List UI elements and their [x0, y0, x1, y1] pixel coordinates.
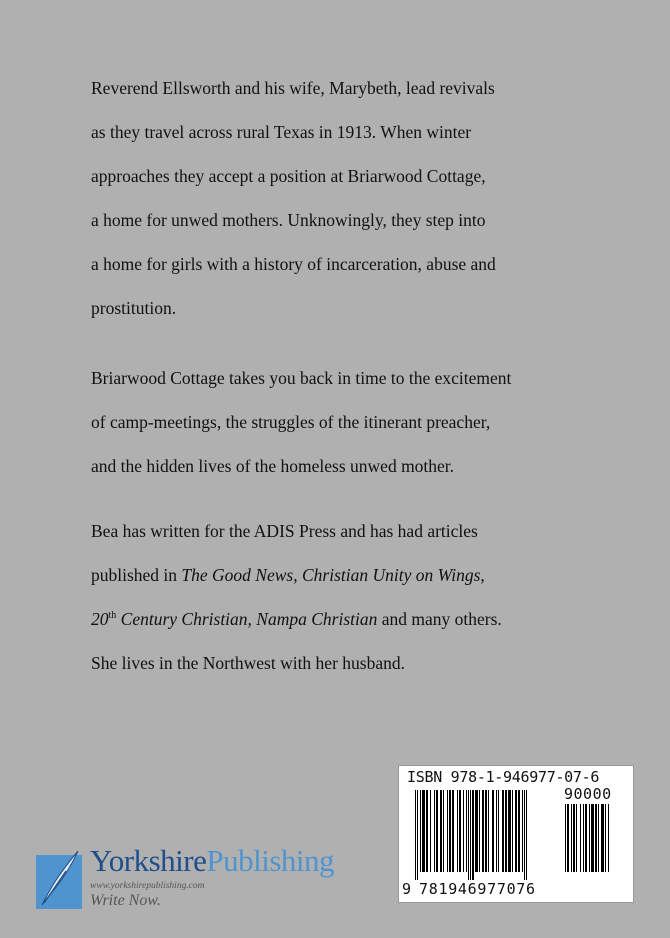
barcode-bar	[496, 790, 497, 872]
addon-barcode-bars	[565, 804, 627, 880]
barcode-bar	[459, 790, 461, 872]
text-line: Bea has written for the ADIS Press and has had articles	[91, 521, 478, 541]
barcode-bar	[585, 804, 587, 872]
barcode-bar	[482, 790, 484, 872]
barcode-bar	[595, 804, 597, 872]
barcode-bar	[573, 804, 575, 872]
text-line: and the hidden lives of the homeless unwed mother.	[91, 456, 455, 476]
barcode-bar	[565, 804, 566, 872]
publisher-name-part2: Publishing	[206, 843, 335, 878]
text-line: Briarwood Cottage takes you back in time to the excitement	[91, 368, 512, 388]
barcode-bar	[498, 790, 499, 872]
barcode-bar	[576, 804, 577, 872]
barcode-bar	[524, 790, 525, 880]
barcode-bar	[434, 790, 435, 872]
barcode-bar	[440, 790, 442, 872]
barcode-bar	[591, 804, 594, 872]
barcode-bar	[526, 790, 527, 880]
ean-barcode-bars	[415, 790, 555, 880]
text-line: of camp-meetings, the struggles of the itinerant preacher,	[91, 412, 491, 432]
barcode-bar	[502, 790, 504, 872]
barcode-bar	[512, 790, 513, 872]
barcode-bar	[608, 804, 609, 872]
text-segment: published in	[91, 565, 182, 585]
text-segment: and many others.	[377, 609, 502, 629]
barcode-bar	[415, 790, 416, 880]
publisher-logo	[36, 843, 396, 913]
text-line: prostitution.	[91, 298, 177, 318]
barcode-bar	[420, 790, 421, 872]
barcode-bar	[426, 790, 428, 872]
publication-titles: The Good News, Christian Unity on Wings,	[181, 565, 485, 585]
barcode-bar	[589, 804, 590, 872]
barcode-bar	[492, 790, 494, 872]
publisher-tagline: Write Now.	[90, 892, 161, 909]
text-line	[91, 597, 651, 641]
barcode-bar	[488, 790, 489, 872]
isbn-label: ISBN 978-1-946977-07-6	[407, 768, 600, 786]
barcode-bar	[485, 790, 487, 872]
barcode-bar	[417, 790, 418, 880]
publisher-name-part1: Yorkshire	[90, 843, 207, 878]
ean-digits: 781946977076	[419, 880, 536, 898]
publisher-url: www.yorkshirepublishing.com	[90, 881, 205, 891]
barcode-bar	[567, 804, 569, 872]
barcode-bar	[479, 790, 480, 872]
barcode-bar	[452, 790, 454, 872]
barcode-bar	[449, 790, 451, 872]
barcode-bar	[598, 804, 599, 872]
barcode-bar	[508, 790, 511, 872]
isbn-barcode	[398, 765, 634, 903]
blurb-paragraph-2	[91, 356, 651, 488]
barcode-bar	[601, 804, 604, 872]
barcode-bar	[505, 790, 507, 872]
barcode-bar	[436, 790, 438, 872]
text-line: a home for girls with a history of incarceration, abuse and	[91, 254, 496, 274]
barcode-bar	[605, 804, 606, 872]
barcode-bar	[522, 790, 523, 872]
barcode-bar	[430, 790, 431, 872]
ordinal-suffix: th	[108, 610, 117, 622]
barcode-bar	[475, 790, 478, 872]
barcode-bar	[515, 790, 517, 872]
ean-first-digit: 9	[402, 880, 412, 898]
text-line: as they travel across rural Texas in 1913. When winter	[91, 122, 472, 142]
publication-title-number: 20	[91, 609, 109, 629]
barcode-bar	[518, 790, 520, 872]
barcode-bar	[466, 790, 467, 872]
author-bio-paragraph	[91, 509, 651, 685]
publisher-name	[90, 843, 334, 879]
quill-logo-icon	[36, 849, 82, 909]
barcode-bar	[422, 790, 425, 872]
barcode-bar	[443, 790, 444, 872]
text-line: a home for unwed mothers. Unknowingly, they step into	[91, 210, 486, 230]
barcode-bar	[571, 804, 572, 872]
barcode-bar	[470, 790, 471, 880]
barcode-bar	[468, 790, 469, 880]
text-line: approaches they accept a position at Briarwood Cottage,	[91, 166, 486, 186]
barcode-bar	[463, 790, 464, 872]
barcode-bar	[457, 790, 458, 872]
text-line: She lives in the Northwest with her husband.	[91, 653, 405, 673]
text-line	[91, 553, 651, 597]
barcode-bar	[580, 804, 581, 872]
text-line: Reverend Ellsworth and his wife, Marybeth, lead revivals	[91, 78, 495, 98]
blurb-paragraph-1	[91, 66, 651, 330]
barcode-bar	[447, 790, 448, 872]
price-addon-digits: 90000	[564, 785, 612, 803]
publication-titles: Century Christian, Nampa Christian	[116, 609, 378, 629]
barcode-bar	[583, 804, 584, 872]
barcode-bar	[472, 790, 474, 880]
